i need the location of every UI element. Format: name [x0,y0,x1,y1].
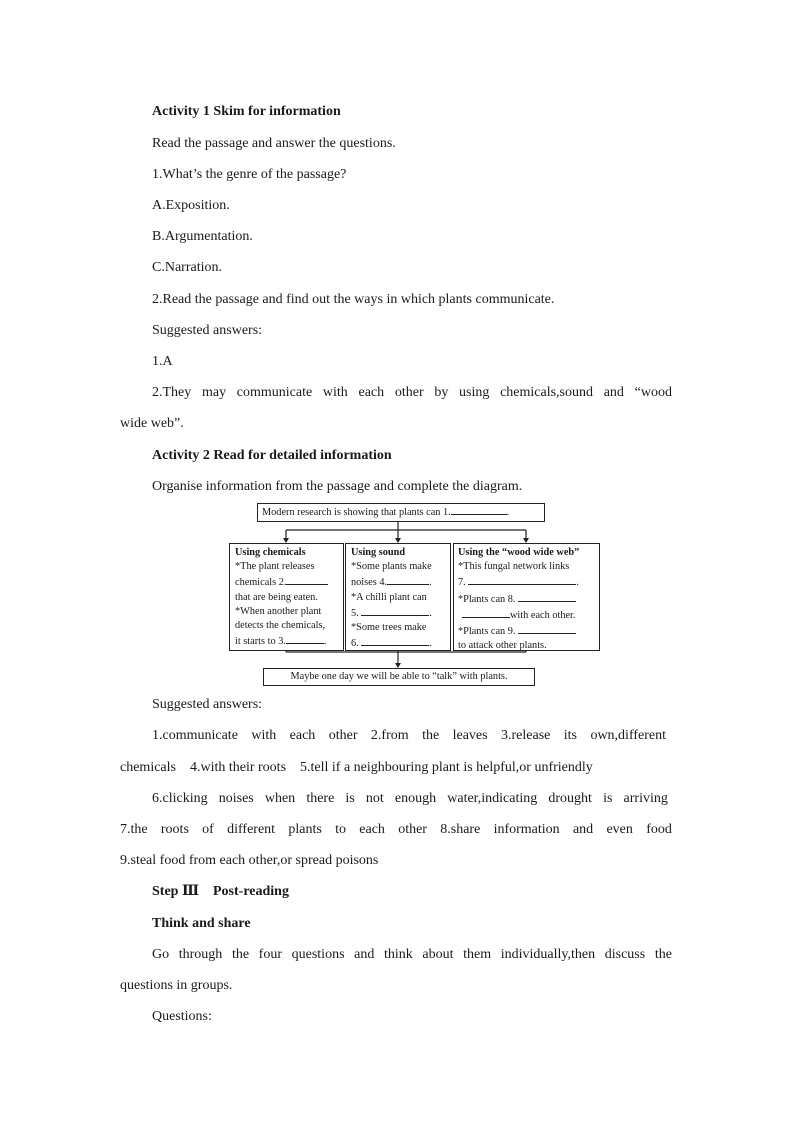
word: is [603,791,613,806]
word: discuss [604,947,646,962]
information-diagram [228,502,600,688]
question-1: 1.What’s the genre of the passage? [152,167,347,182]
word: the [654,947,672,962]
web-line: *This fungal network links [458,561,570,573]
word: the [422,728,440,743]
word: each [289,728,316,743]
word: chemicals,sound [500,385,593,400]
chemicals-line: it starts to 3. [235,636,286,648]
word: the [231,947,250,962]
word: to [335,822,346,837]
blank-3 [286,633,324,644]
word: leaves [452,728,488,743]
question-2: 2.Read the passage and find out the ways in which plants communicate. [152,292,555,307]
activity2-instruction: Organise information from the passage and complete the diagram. [152,479,523,494]
word: by [434,385,449,400]
word: food [646,822,672,837]
web-line: 7. [458,577,466,589]
blank-1 [451,504,507,515]
word: communicate [236,385,313,400]
web-line: *Plants can 8. [458,593,516,605]
word: about [422,947,454,962]
word: 8.share [440,822,481,837]
diagram-chemicals-box: Using chemicals *The plant releases chemicals 2. that are being eaten. *When another plant detects the chemicals, it starts to 3. . [229,543,344,651]
word: 1.communicate [152,728,238,743]
blank-9 [518,623,576,634]
blank-2 [286,574,328,585]
word: noises [218,791,254,806]
word: water,indicating [447,791,538,806]
word: 7.the [120,822,148,837]
step3-heading: Step Ⅲ Post-reading [152,884,289,899]
word: information [493,822,560,837]
blank-8b [462,607,510,618]
blank-8 [518,591,576,602]
chemicals-line: *The plant releases [235,561,315,573]
sound-line: *Some plants make [351,561,432,573]
word: four [258,947,282,962]
think-and-share-heading: Think and share [152,916,251,931]
word: using [459,385,490,400]
sound-line: *Some trees make [351,622,427,634]
word: other [328,728,358,743]
word: think [383,947,413,962]
blank-7 [468,574,576,585]
suggested-answers-label: Suggested answers: [152,697,263,712]
answers-line-4 [120,822,672,838]
questions-label: Questions: [152,1009,212,1024]
answers-line-2: chemicals 4.with their roots 5.tell if a neighbouring plant is helpful,or unfriendly [120,760,593,775]
blank-6 [361,635,429,646]
sound-line: 5. [351,607,359,619]
diagram-top-box: Modern research is showing that plants can 1. . [257,503,545,522]
word: roots [160,822,189,837]
sound-title: Using sound [351,547,406,558]
word: and [354,947,375,962]
web-line: with each other. [510,609,576,621]
word: Go [152,947,170,962]
word: is [345,791,355,806]
word: when [264,791,296,806]
answers-line-5: 9.steal food from each other,or spread poisons [120,853,379,868]
sound-line: 6. [351,638,359,650]
diagram-wood-wide-web-box: Using the “wood wide web” *This fungal network links 7. . *Plants can 8. with each other. *Plants can 9. to attack other plants. [453,543,600,651]
word: its [563,728,578,743]
word: 6.clicking [152,791,208,806]
word: may [201,385,227,400]
answers-line-1 [152,728,666,744]
word: there [306,791,335,806]
word: each [358,385,385,400]
option-a: A.Exposition. [152,198,230,213]
step3-instruction-continued: questions in groups. [120,978,233,993]
option-c: C.Narration. [152,260,222,275]
word: and [572,822,594,837]
word: with [322,385,348,400]
answers-line-3 [152,791,668,807]
web-title: Using the “wood wide web” [458,547,580,558]
step3-instruction-line [152,947,672,963]
word: arriving [623,791,668,806]
option-b: B.Argumentation. [152,229,253,244]
activity2-heading: Activity 2 Read for detailed information [152,448,392,463]
word: different [227,822,276,837]
top-text: Modern research is showing that plants can 1. [262,507,451,518]
chemicals-line: that are being eaten. [235,591,318,603]
blank-4 [387,574,429,585]
answer-2-line [152,385,672,401]
diagram-sound-box: Using sound *Some plants make noises 4. . *A chilli plant can 5. . *Some trees make 6. . [345,543,451,651]
word: plants [288,822,322,837]
word: not [365,791,384,806]
chemicals-line: chemicals 2. [235,577,287,589]
word: 3.release [501,728,551,743]
answer-2-continued: wide web”. [120,416,184,431]
sound-line: *A chilli plant can [351,591,427,603]
diagram-bottom-box: Maybe one day we will be able to “talk” with plants. [263,668,535,686]
activity1-instruction: Read the passage and answer the questions. [152,136,396,151]
sound-line: noises 4. [351,577,388,589]
word: “wood [634,385,672,400]
word: of [202,822,214,837]
blank-5 [361,605,429,616]
word: through [178,947,223,962]
word: own,different [590,728,666,743]
word: with [251,728,277,743]
word: and [603,385,624,400]
word: 2.from [370,728,409,743]
chemicals-line: *When another plant [235,605,322,617]
chemicals-line: detects the chemicals, [235,620,326,632]
word: them [463,947,492,962]
suggested-answers-label: Suggested answers: [152,323,263,338]
chemicals-title: Using chemicals [235,547,306,558]
word: even [606,822,633,837]
activity1-heading: Activity 1 Skim for information [152,104,341,119]
word: individually,then [500,947,596,962]
word: drought [548,791,592,806]
web-line: to attack other plants. [458,640,547,652]
word: other [394,385,424,400]
word: questions [291,947,345,962]
word: 2.They [152,385,192,400]
web-line: *Plants can 9. [458,626,516,638]
word: each [359,822,385,837]
answer-1: 1.A [152,354,173,369]
word: enough [394,791,437,806]
word: other [398,822,427,837]
